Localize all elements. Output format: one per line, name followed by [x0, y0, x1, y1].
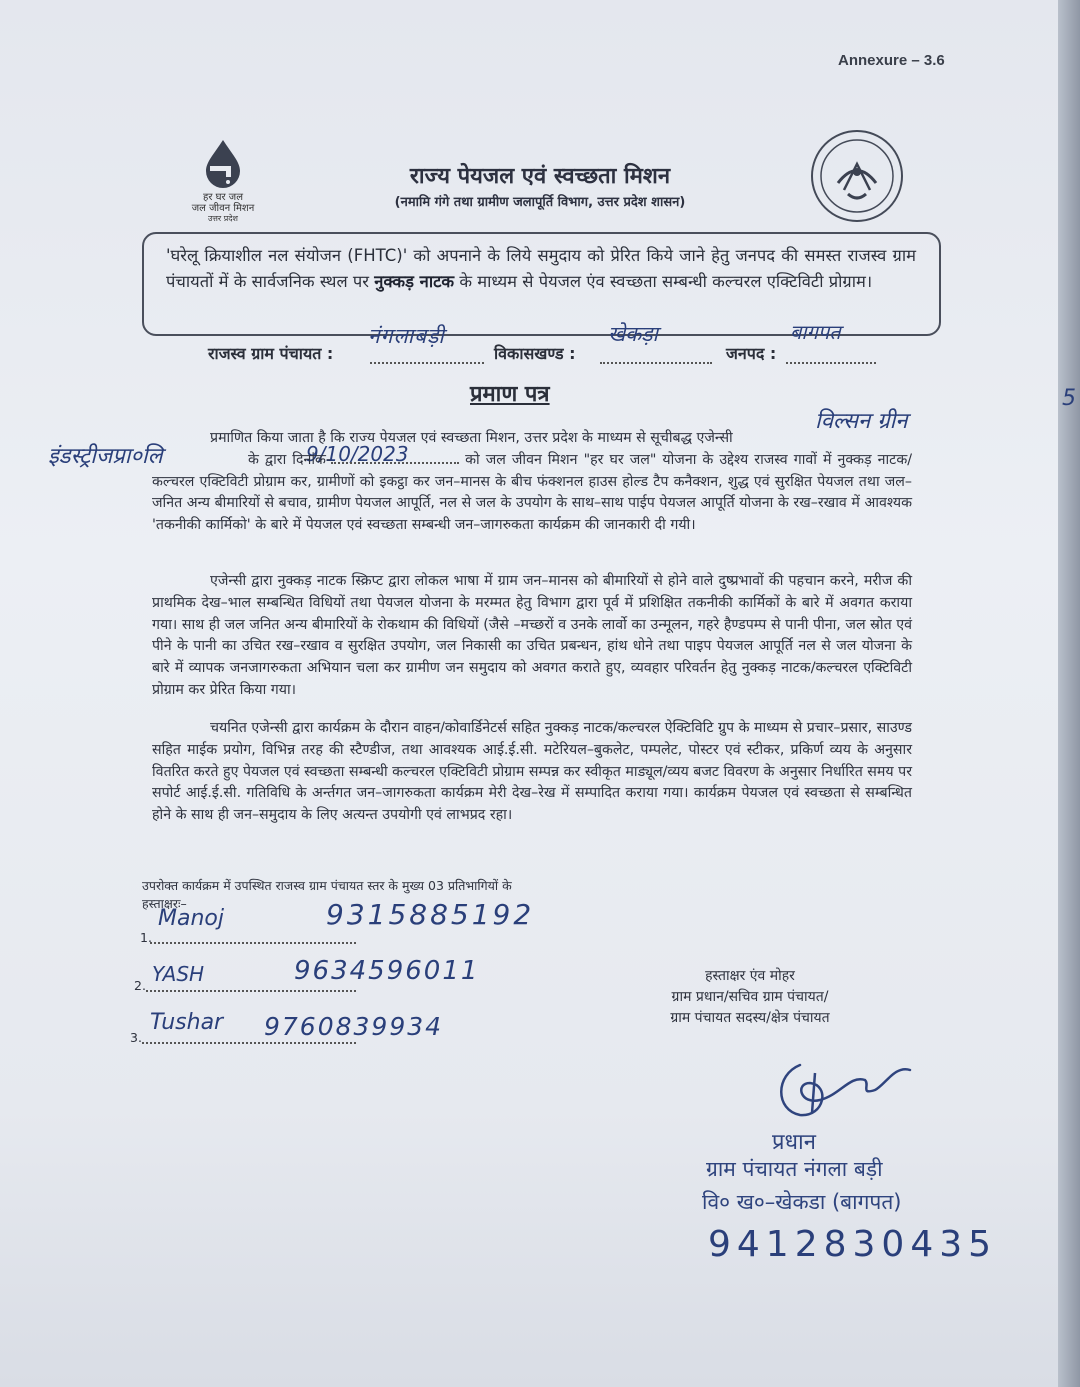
page-edge-shadow	[1058, 0, 1080, 1387]
p1-body: को जल जीवन मिशन "हर घर जल" योजना के उद्देश्य राजस्व गावों में नुक्कड़ नाटक/कल्चरल एक्टिविटी प्रोग्राम कर, ग्रामीणों को इकट्ठा कर जन–मानस के बीच फंक्शनल हाउस होल्ड टैप कनैक्शन, शुद्ध एवं सुरक्षित पेयजल तथा जल–जनित अन्य बीमारियों से बचाव, ग्रामीण पेयजल आपूर्ति, नल से जल के उपयोग के साथ–साथ पाईप पेयजल आपूर्ति योजना के रख–रखाव में आवश्यक 'तकनीकी कार्मिको' के बारे में पेयजल एवं स्वच्छता सम्बन्धी जन–जागरुकता कार्यक्रम की जानकारी दी गयी।	[152, 451, 912, 534]
mission-title: राज्य पेयजल एवं स्वच्छता मिशन	[409, 164, 671, 189]
participant-phone-1: 9315885192	[326, 898, 535, 931]
p1-line-b	[152, 450, 912, 537]
paragraph-1	[152, 428, 912, 537]
logo-line3: उत्तर प्रदेश	[208, 214, 238, 223]
margin-mark: 5	[1062, 386, 1076, 411]
water-drop-tap-icon	[200, 138, 246, 188]
date-line	[331, 450, 459, 464]
agency-name-handwritten: विल्सन ग्रीन	[815, 409, 908, 434]
agency-suffix-handwritten: इंडस्ट्रीजप्रा०लि	[48, 444, 163, 469]
signature-stamp-block	[620, 966, 880, 1029]
pradhan-signature	[770, 1055, 920, 1125]
participants-sign-label: हस्ताक्षरः–	[142, 896, 187, 911]
logo-line1: हर घर जल	[203, 192, 243, 203]
block-line	[600, 348, 712, 364]
program-description	[166, 243, 916, 295]
participant-num-1: 1.	[140, 930, 152, 945]
participant-name-2: YASH	[152, 962, 205, 986]
p1-date-label: के द्वारा दिनांक-	[248, 451, 332, 468]
participant-phone-2: 9634596011	[294, 956, 480, 986]
annexure-label: Annexure – 3.6	[838, 52, 945, 69]
stamp-line-2: ग्राम प्रधान/सचिव ग्राम पंचायत/	[671, 989, 829, 1005]
block-label: विकासखण्ड :	[494, 344, 576, 363]
participant-num-2: 2.	[134, 978, 146, 993]
gram-panchayat-label: राजस्व ग्राम पंचायत :	[208, 344, 334, 363]
pradhan-gram-panchayat: ग्राम पंचायत नंगला बड़ी	[706, 1157, 883, 1181]
program-text-part2: के माध्यम से पेयजल एंव स्वच्छता सम्बन्धी कल्चरल एक्टिविटी प्रोग्राम।	[454, 272, 873, 291]
paragraph-2: एजेन्सी द्वारा नुक्कड़ नाटक स्क्रिप्ट द्वारा लोकल भाषा में ग्राम जन–मानस को बीमारियों से होने वाले दुष्प्रभावों की पहचान करने, मरीज की प्राथमिक देख–भाल सम्बन्धित विधियों तथा पेयजल योजना के मरम्मत हेतु विभाग द्वारा पूर्व में प्रशिक्षित तकनीकी कार्मिकों के बारे में अवगत कराया गया। साथ ही जल जनित अन्य बीमारियों के रोकथाम की विधियों (जैसे –मच्छरों व उनके लार्वो का उन्मूलन, गहरे हैण्डपम्प से पानी पीना, जल स्रोत एवं पीने के पानी का उचित रख–रखाव व सुरक्षित उपयोग, जल निकासी का उचित प्रबन्धन, हांथ धोने तथा पाइप पेयजल आपूर्ति नल से जल योजना के बारे में व्यापक जनजागरुकता अभियान चला कर ग्रामीण जन समुदाय को अवगत कराते हुए, व्यवहार परिवर्तन हेतु नुक्कड़ नाटक/कल्चरल एक्टिविटी प्रोग्राम कर प्रेरित किया गया।	[152, 573, 912, 698]
participant-phone-3: 9760839934	[264, 1012, 444, 1041]
certificate-title: प्रमाण पत्र	[470, 382, 550, 407]
participant-name-3: Tushar	[150, 1010, 224, 1035]
district-value: बागपत	[790, 320, 841, 344]
logo-line2: जल जीवन मिशन	[191, 203, 255, 214]
district-line	[786, 348, 876, 364]
program-text-bold: नुक्कड़ नाटक	[374, 272, 455, 291]
participant-line-1	[150, 930, 356, 944]
stamp-line-1: हस्ताक्षर एंव मोहर	[705, 968, 795, 984]
pradhan-title: प्रधान	[772, 1130, 816, 1155]
gram-panchayat-value: नंगलाबड़ी	[368, 324, 445, 348]
paragraph-3: चयनित एजेन्सी द्वारा कार्यक्रम के दौरान वाहन/कोवार्डिनेटर्स सहित नुक्कड़ नाटक/कल्चरल ऐक्टिविटि ग्रुप के माध्यम से प्रचार–प्रसार, साउण्ड सहित माईक प्रयोग, विभिन्न तरह की स्टैण्डीज, तथा आवश्यक आई.ई.सी. मटेरियल–बुकलेट, पम्पलेट, पोस्टर एवं स्टीकर, प्रकिर्ण व्यय के अनुसार वितरित करते हुए पेयजल एवं स्वच्छता सम्बन्धी कल्चरल एक्टिविटी प्रोग्राम सम्पन्न कर स्वीकृत माड्यूल/व्यय बजट विवरण के अनुसार निर्धारित समय पर सपोर्ट आई.ई.सी. गतिविधि के अर्न्तगत जन–जागरुकता कार्यक्रम मेरी देख–रेख में सम्पादित कराया गया। कार्यक्रम पेयजल एवं स्वच्छता से सम्बन्धित होने के साथ ही जन–समुदाय के लिए अत्यन्त उपयोगी एवं लाभप्रद रहा।	[152, 720, 912, 824]
gram-panchayat-line	[370, 348, 484, 364]
stamp-line-3: ग्राम पंचायत सदस्य/क्षेत्र पंचायत	[670, 1010, 830, 1026]
participants-intro: उपरोक्त कार्यक्रम में उपस्थित राजस्व ग्राम पंचायत स्तर के मुख्य 03 प्रतिभागियों के	[142, 878, 512, 893]
pradhan-phone: 9412830435	[708, 1224, 998, 1265]
participant-num-3: 3.	[130, 1030, 142, 1045]
p1-line-a: प्रमाणित किया जाता है कि राज्य पेयजल एवं स्वच्छता मिशन, उत्तर प्रदेश के माध्यम से सूचीबद्ध एजेन्सी	[210, 430, 733, 446]
block-value: खेकड़ा	[608, 322, 658, 346]
date-handwritten: 9/10/2023	[306, 442, 409, 466]
program-text-part1: 'घरेलू क्रियाशील नल संयोजन (FHTC)' को अपनाने के लिये समुदाय को प्रेरित किये जाने हेतु जनपद की समस्त राजस्व ग्राम पंचायतों में के सार्वजनिक स्थल पर	[166, 246, 916, 291]
har-ghar-jal-logo	[178, 138, 268, 228]
pradhan-block: वि० ख०–खेकडा (बागपत)	[702, 1190, 902, 1214]
district-label: जनपद :	[726, 344, 777, 363]
participant-name-1: Manoj	[158, 906, 224, 931]
uttar-pradesh-emblem-icon	[808, 128, 906, 224]
mission-subtitle: (नमामि गंगे तथा ग्रामीण जलापूर्ति विभाग, उत्तर प्रदेश शासन)	[394, 195, 686, 210]
